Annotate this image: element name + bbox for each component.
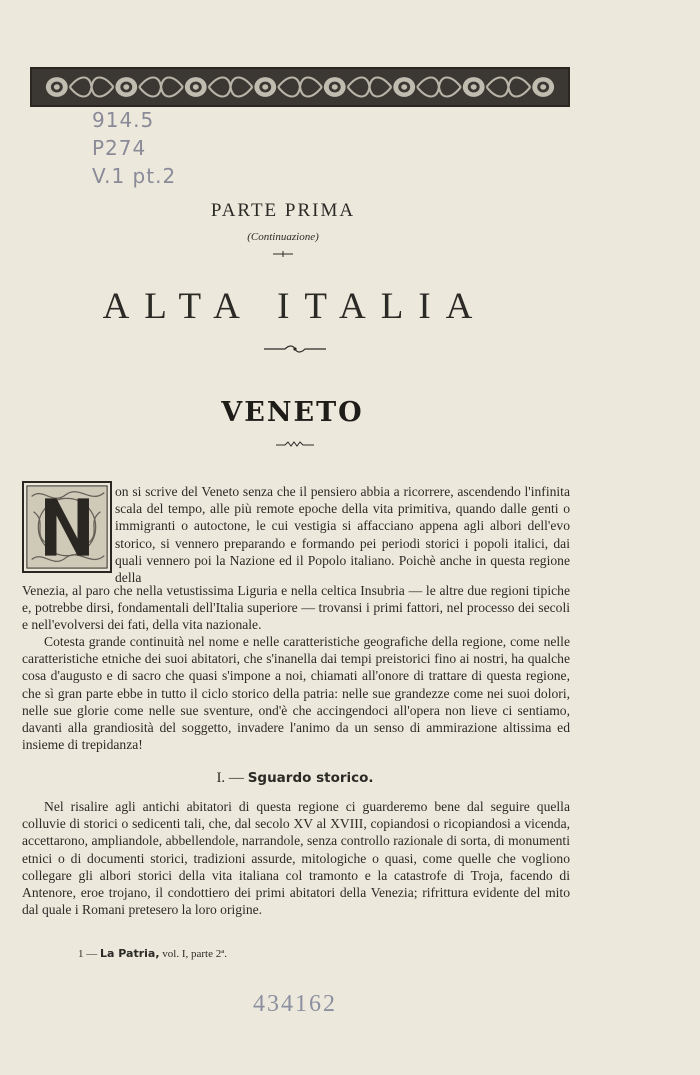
decorated-initial	[22, 481, 112, 573]
call-number-line-1: 914.5	[92, 108, 155, 132]
intro-text	[115, 483, 570, 586]
heading-text: Sguardo storico.	[247, 770, 374, 786]
swash-divider-icon	[263, 341, 327, 359]
footnote-rest: vol. I, parte 2ª.	[162, 948, 228, 960]
handwritten-call-number	[92, 104, 232, 200]
page-footnote	[78, 947, 227, 960]
paragraph-2-text: Cotesta grande continuità nel nome e nelle caratteristiche geografiche della regione, come nelle caratteristiche etniche dei suoi abitatori, che s'inanella dai tempi preistorici fino ai nostri, ha qualche cosa d'augusto e di sacro che quasi s'impone a noi, chiamati all'onore di trattare di questa regione, che sì gran parte ebbe in tutto il ciclo storico della patria: nelle sue grandezze come nei suoi dolori, nelle sue glorie come nelle sue sventure, ond'è che accingendoci all'opera non lieve ci sentiamo, davanti alla grandiosità del soggetto, invadere l'animo da un senso di ammirazione altissima ed insieme di trepidanza!	[22, 634, 570, 753]
intro-first-lines: on si scrive del Veneto senza che il pensiero abbia a ricorrere, ascendendo l'infinita scala del tempo, alle più remote epoche della vita primitiva, quando dalle genti o immigranti o autoctone, le cui vestigia si affacciano appena agli albori dell'evo storico, si vennero preparando e formando pei periodi storici i popoli italici, dai quali vennero poi la Nazione ed il Popolo italiano. Poichè anche in questa regione della	[115, 484, 570, 586]
small-divider-icon	[0, 250, 566, 261]
library-stamp-number: 434162	[253, 991, 337, 1017]
wave-divider-icon	[275, 435, 315, 453]
footnote-source: La Patria,	[100, 947, 160, 960]
call-number-line-3: V.1 pt.2	[92, 164, 177, 188]
paragraph-2	[22, 633, 570, 753]
ornament-pattern-icon	[32, 69, 568, 105]
footnote-prefix: 1 —	[78, 948, 98, 960]
part-subtitle: (Continuazione)	[247, 231, 319, 243]
chapter-heading	[0, 770, 590, 787]
paragraph-3	[22, 798, 570, 918]
section-title: VENETO	[221, 397, 364, 428]
call-number-line-2: P274	[92, 136, 147, 160]
intro-continuation-block	[22, 582, 570, 634]
intro-continuation: Venezia, al paro che nella vetustissima Liguria e nella celtica Insubria — le altre due regioni tipiche e, potrebbe dirsi, fondamentali dell'Italia superiore — trovansi i primi fattori, nel processo dei secoli e nell'evolversi dei fati, della vita nazionale.	[22, 583, 570, 633]
main-title: ALTA ITALIA	[102, 286, 488, 327]
ornamental-header-band	[30, 67, 570, 107]
paragraph-3-text: Nel risalire agli antichi abitatori di questa regione ci guarderemo bene dal seguire quella colluvie di storici o sedicenti tali, che, dal secolo XV al XVIII, copiandosi o ricopiandosi a vicenda, accettarono, ampliandole, abbellendole, narrandole, senza controllo razionale di sorta, di monumenti etnici o di documenti storici, tradizioni assurde, mitologiche o quasi, come quelle che vogliono collegare gli albori storici della vita italiana col tramonto e la catastrofe di Troja, facendo di Antenore, eroe trojano, il condottiero dei primi abitatori della Venezia; rifrittura evidente del mito dal quale i Romani pretesero la loro origine.	[22, 799, 570, 918]
initial-letter-n-icon	[24, 483, 110, 571]
part-title: PARTE PRIMA	[210, 200, 356, 221]
heading-number: I. —	[216, 770, 244, 786]
